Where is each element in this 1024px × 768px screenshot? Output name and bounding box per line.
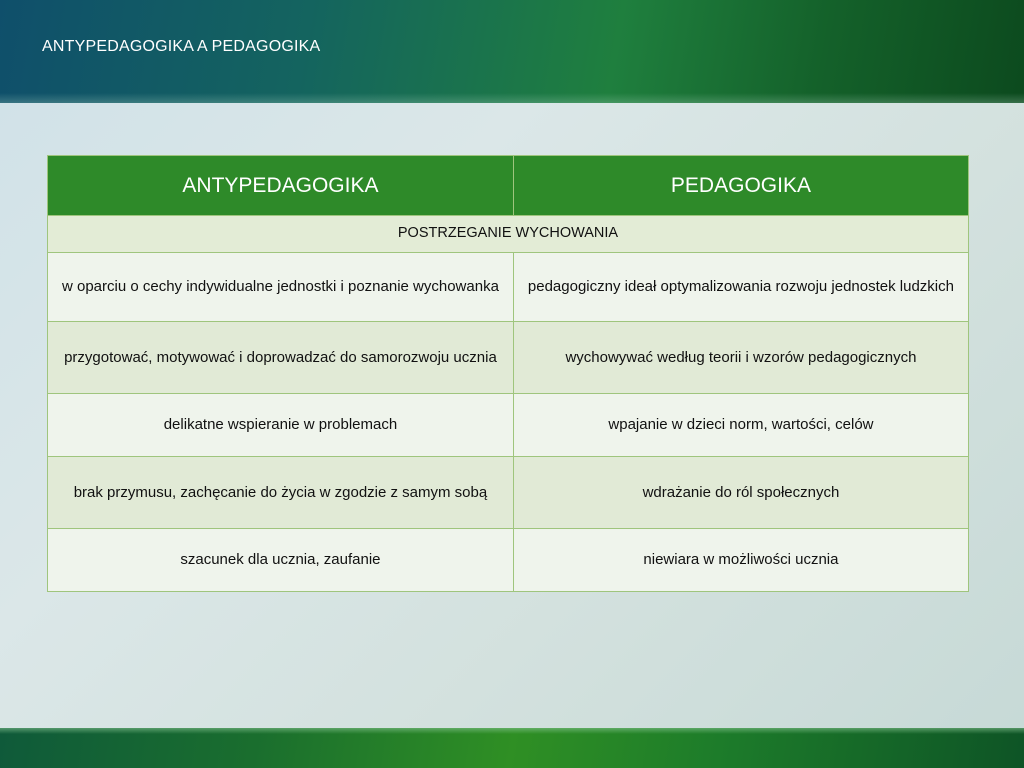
- table-cell-antypedagogika: delikatne wspieranie w problemach: [48, 394, 514, 457]
- column-header-pedagogika: PEDAGOGIKA: [513, 156, 968, 216]
- comparison-table: [47, 155, 969, 592]
- section-row: [48, 216, 969, 253]
- table-header-row: [48, 156, 969, 216]
- table-row: [48, 529, 969, 592]
- table-cell-antypedagogika: w oparciu o cechy indywidualne jednostki i poznanie wychowanka: [48, 253, 514, 322]
- footer-band: [0, 728, 1024, 768]
- table-cell-pedagogika: wdrażanie do ról społecznych: [513, 457, 968, 529]
- column-header-antypedagogika: ANTYPEDAGOGIKA: [48, 156, 514, 216]
- table-cell-pedagogika: pedagogiczny ideał optymalizowania rozwoju jednostek ludzkich: [513, 253, 968, 322]
- table-cell-pedagogika: niewiara w możliwości ucznia: [513, 529, 968, 592]
- table-cell-antypedagogika: przygotować, motywować i doprowadzać do samorozwoju ucznia: [48, 322, 514, 394]
- table-row: [48, 253, 969, 322]
- table-row: [48, 457, 969, 529]
- table-row: [48, 322, 969, 394]
- title-banner: [0, 0, 1024, 103]
- table-cell-pedagogika: wpajanie w dzieci norm, wartości, celów: [513, 394, 968, 457]
- table-cell-pedagogika: wychowywać według teorii i wzorów pedagogicznych: [513, 322, 968, 394]
- table-cell-antypedagogika: szacunek dla ucznia, zaufanie: [48, 529, 514, 592]
- table-row: [48, 394, 969, 457]
- table-cell-antypedagogika: brak przymusu, zachęcanie do życia w zgodzie z samym sobą: [48, 457, 514, 529]
- section-label: POSTRZEGANIE WYCHOWANIA: [48, 216, 969, 253]
- slide-title: ANTYPEDAGOGIKA A PEDAGOGIKA: [42, 38, 321, 55]
